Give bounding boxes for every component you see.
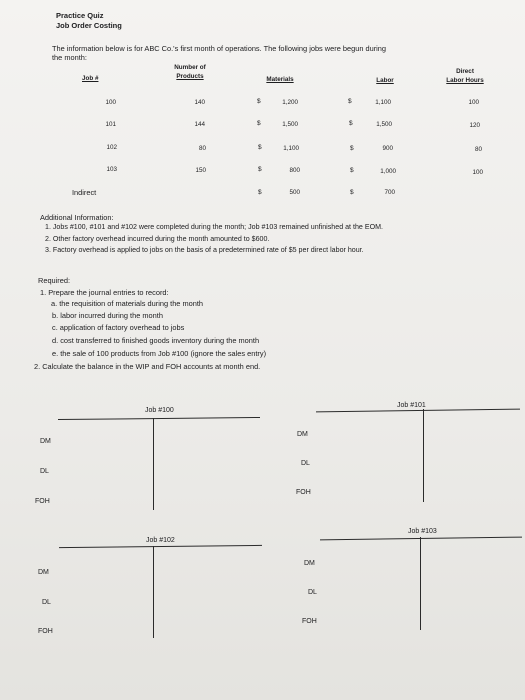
row-4-products: 150 [195, 167, 206, 174]
row-1-products: 140 [194, 99, 205, 106]
t-account-job102-foh-label: FOH [38, 628, 53, 635]
t-account-job101-dl-label: DL [301, 460, 310, 467]
required-subitem-e: e. the sale of 100 products from Job #100 (ignore the sales entry) [52, 349, 267, 358]
required-subitem-a: a. the requisition of materials during the month [51, 299, 204, 308]
col-header-hours-2: Labor Hours [446, 77, 484, 84]
t-account-job100-dl-label: DL [40, 468, 49, 475]
indirect-materials-currency: $ [258, 189, 262, 196]
row-1-materials-currency: $ [257, 98, 261, 105]
col-header-labor: Labor [376, 77, 394, 84]
row-2-materials-currency: $ [257, 120, 261, 127]
row-4-job: 103 [106, 166, 117, 173]
t-account-job102-title: Job #102 [146, 537, 175, 544]
t-account-job101-foh-label: FOH [296, 489, 311, 496]
row-4-hours: 100 [472, 169, 483, 176]
additional-info-item-3: 3. Factory overhead is applied to jobs on the basis of a predetermined rate of $5 per direct labor hour. [45, 246, 364, 254]
col-header-hours-1: Direct [456, 68, 474, 75]
t-account-job101-top-line [316, 409, 520, 413]
row-2-labor-currency: $ [349, 120, 353, 127]
row-1-labor-currency: $ [348, 98, 352, 105]
col-header-materials: Materials [266, 76, 294, 83]
t-account-job100-foh-label: FOH [35, 498, 50, 505]
col-header-products-2: Products [176, 73, 204, 80]
indirect-label: Indirect [72, 188, 97, 197]
t-account-job100-title: Job #100 [145, 407, 174, 414]
t-account-job100-divider [153, 418, 154, 510]
row-2-job: 101 [105, 121, 116, 128]
indirect-labor-currency: $ [350, 189, 354, 196]
t-account-job102-divider [153, 546, 154, 638]
t-account-job102-dl-label: DL [42, 599, 51, 606]
row-1-materials: 1,200 [282, 99, 298, 106]
intro-line-2: the month: [52, 53, 87, 62]
additional-info-item-1: 1. Jobs #100, #101 and #102 were completed during the month; Job #103 remained unfinished at the EOM. [45, 223, 383, 231]
t-account-job101-title: Job #101 [397, 402, 426, 409]
col-header-job: Job # [82, 75, 99, 82]
t-account-job100-dm-label: DM [40, 438, 51, 445]
t-account-job102-dm-label: DM [38, 569, 49, 576]
row-3-labor-currency: $ [350, 145, 354, 152]
row-4-labor-currency: $ [350, 167, 354, 174]
required-heading: Required: [38, 276, 71, 285]
quiz-title: Practice Quiz [56, 11, 104, 20]
required-subitem-c: c. application of factory overhead to jobs [52, 323, 185, 332]
row-4-labor: 1,000 [380, 168, 396, 175]
indirect-labor: 700 [384, 189, 395, 196]
t-account-job103-divider [420, 537, 421, 630]
row-4-materials-currency: $ [258, 166, 262, 173]
required-subitem-b: b. labor incurred during the month [52, 311, 163, 320]
t-account-job101-divider [423, 409, 424, 502]
row-3-labor: 900 [382, 145, 393, 152]
required-subitem-d: d. cost transferred to finished goods inventory during the month [52, 336, 260, 345]
indirect-materials: 500 [289, 189, 300, 196]
row-2-labor: 1,500 [376, 121, 392, 128]
additional-info-heading: Additional Information: [40, 213, 114, 222]
required-item-1: 1. Prepare the journal entries to record: [40, 288, 169, 297]
t-account-job100-top-line [58, 417, 260, 420]
row-3-job: 102 [106, 144, 117, 151]
t-account-job103-title: Job #103 [408, 528, 437, 535]
intro-line-1: The information below is for ABC Co.'s first month of operations. The following jobs were begun during [52, 44, 387, 53]
t-account-job103-foh-label: FOH [302, 618, 317, 625]
row-4-materials: 800 [289, 167, 300, 174]
t-account-job101-dm-label: DM [297, 431, 308, 438]
row-1-job: 100 [105, 99, 116, 106]
row-2-hours: 120 [469, 122, 480, 129]
quiz-subtitle: Job Order Costing [56, 21, 122, 30]
row-3-products: 80 [198, 145, 206, 152]
col-header-products-1: Number of [174, 64, 206, 71]
additional-info-item-2: 2. Other factory overhead incurred during the month amounted to $600. [45, 235, 270, 243]
row-3-materials: 1,100 [283, 145, 299, 152]
t-account-job103-dl-label: DL [308, 589, 317, 596]
row-1-hours: 100 [468, 99, 479, 106]
row-2-materials: 1,500 [282, 121, 298, 128]
row-2-products: 144 [194, 121, 205, 128]
row-3-hours: 80 [474, 146, 482, 153]
row-3-materials-currency: $ [258, 144, 262, 151]
row-1-labor: 1,100 [375, 99, 391, 106]
required-item-2: 2. Calculate the balance in the WIP and FOH accounts at month end. [34, 362, 261, 371]
t-account-job103-top-line [320, 537, 522, 541]
t-account-job103-dm-label: DM [304, 560, 315, 567]
t-account-job102-top-line [59, 545, 262, 548]
